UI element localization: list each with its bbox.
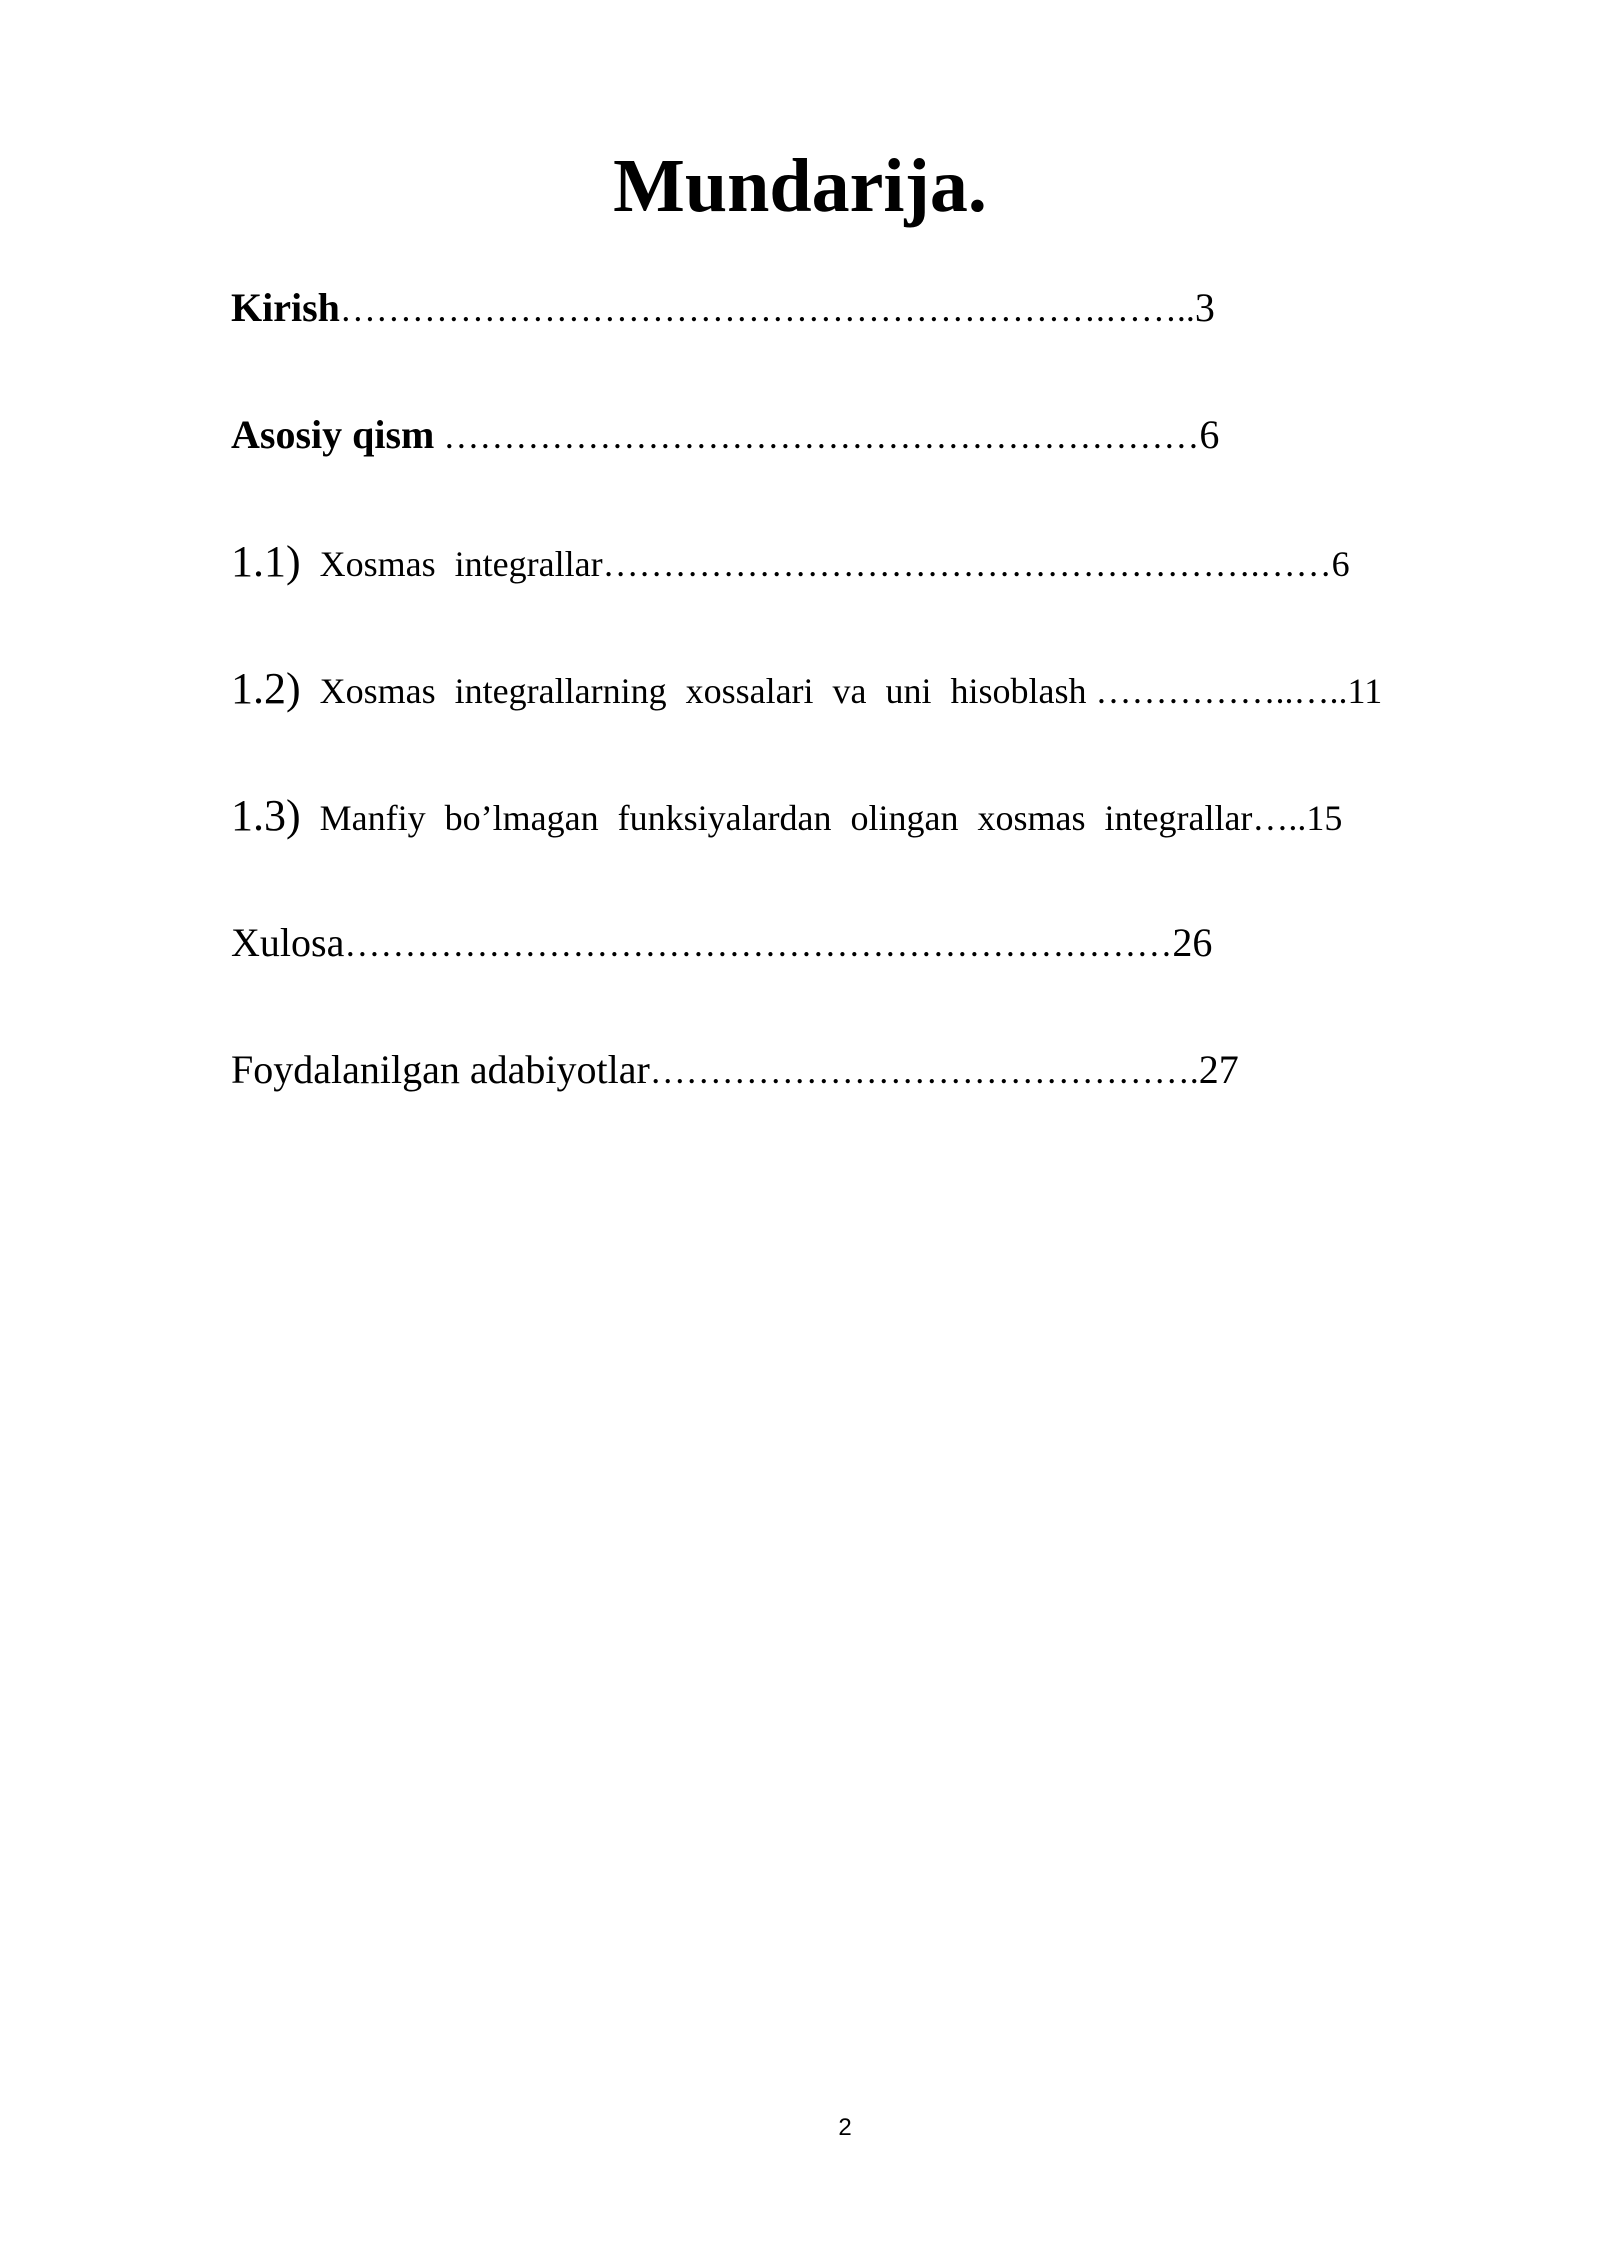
toc-page-number: 27 [1198,1047,1239,1092]
toc-page-number: 6 [1331,544,1350,584]
toc-entry-label: Asosiy qism [231,412,435,457]
toc-entry-1-1 [231,522,1431,649]
toc-entry-label: Foydalanilgan adabiyotlar [231,1047,650,1092]
toc-entry-adabiyotlar [231,1030,1431,1157]
page-number: 2 [838,2114,852,2141]
toc-entry-label: Xosmas integrallar [300,544,603,584]
toc-entry-label: Xosmas integrallarning xossalari va uni hisoblash [300,671,1087,711]
toc-page-number: 6 [1199,412,1220,457]
toc-entry-kirish [231,268,1431,395]
toc-leader-dots: ……………………………………………….…… [602,544,1332,584]
toc-entry-asosiy-qism [231,395,1431,522]
toc-entry-label: Xulosa [231,920,345,965]
toc-entry-1-3 [231,776,1431,903]
toc-leader-dots: ……………………………………………………… [434,416,1200,456]
toc-leader-dots: ……………..….. [1086,671,1348,711]
toc-page-number: 26 [1172,920,1213,965]
toc-entry-1-2 [231,649,1431,776]
toc-page-number: 11 [1347,671,1383,711]
toc-page-number: 3 [1194,285,1215,330]
toc-entry-xulosa [231,903,1431,1030]
toc-leader-dots: ……………………………………………………….…….. [339,289,1195,329]
toc-entry-label: Kirish [231,285,340,330]
toc-entry-label: Manfiy bo’lmagan funksiyalardan olingan xosmas integrallar [300,798,1253,838]
table-of-contents [231,268,1431,1157]
toc-section-number: 1.3) [231,791,301,840]
toc-leader-dots: ………………………………………. [649,1051,1199,1091]
toc-leader-dots: ….. [1252,798,1307,838]
toc-leader-dots: …………………………………………………………… [344,924,1173,964]
toc-page-number: 15 [1306,798,1343,838]
page-title: Mundarija. [613,144,987,228]
toc-section-number: 1.2) [231,664,301,713]
toc-section-number: 1.1) [231,537,301,586]
